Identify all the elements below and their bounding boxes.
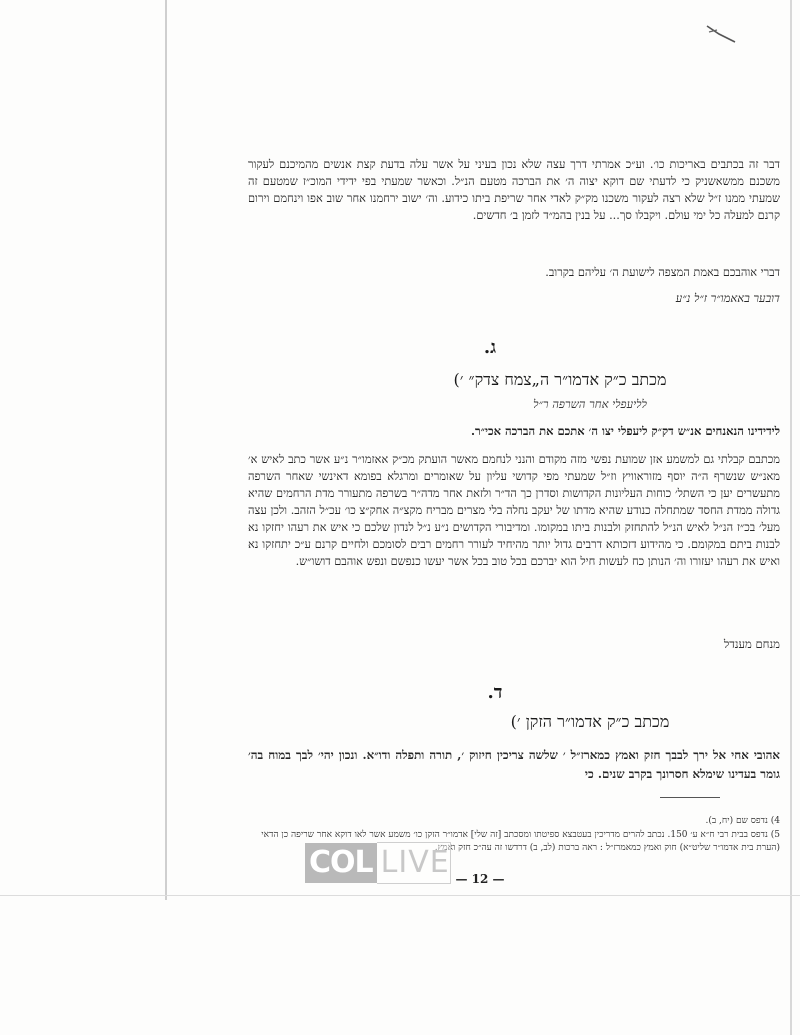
signature-dovber: דובער באאמו״ר ז״ל נ״ע [675,291,780,305]
watermark-col: COL [305,843,377,883]
section-letter-d: ד. [487,682,503,703]
letter-salutation: לידידינו הנאנחים אנ״ש דק״ק ליעפלי יצו ה׳ אתכם את הברכה אכי״ר. [470,424,780,438]
pen-stroke-mark [705,22,737,44]
page-number: — 12 — [455,872,505,886]
page-edge-bottom [0,895,800,896]
footnote-rule [660,797,720,798]
letter-closing-1: דברי אוהבכם באמת המצפה לישועת ה׳ עליהם בקרוב. [545,266,780,279]
watermark-live: LIVE [377,842,451,884]
letter-paragraph-2: מכתבם קבלתי גם למשמע אזן שמועת נפשי מזה מקודם והנני לנחמם מאשר הועתק מכ״ק אאזמו״ר נ״ע אשר כתב לאיש א׳ מאנ״ש שנשרף ה״ה יוסף מזוראוויץ וז״ל שמעתי מפי קדושי עליון על שאומרים ומרגלא בפומא דאינשי שאחר השרפה מתעשרים יען כי השתל׳ כוחות העליונות הקדושות וסדרן כך הד״ר ולזאת אחר מדה״ר בשרפה מתעורר מדת הרחמים שהיא גדולה ממדת החסד שמתחלה כנודע שהיא מדתו של יעקב נחלה בלי מצרים מבריח מקצ״ה אחק״צ כו׳ עכ״ל הזהב. ולכן עצה מעל׳ בכ״ז הנ״ל לאיש הנ״ל להתחזק ולבנות ביתו במקומו. ומדיבורי הקדושים נ״ע נ״ל לנדון שלכם כי איש את רעהו יחזקו נא לבנות ביתם במקומם. כי מהידוע דזכותא דרבים גדול יותר מהיחיד לעורר רחמים רבים לסומכם ולחיים קרנם ע״כ יתחזקו נא ואיש את רעהו יעזורו וה׳ הנותן כח לעשות חיל הוא יברכם בכל טוב בכל אשר יעשו כנפשם ונפש אוהבם דושו״ש. [248,453,780,568]
section-title-tzemach-tzedek: מכתב כ״ק אדמו״ר ה„צמח צדק״ ׳) [453,370,667,389]
page-edge-left [165,0,167,900]
signature-menachem-mendel: מנחם מענדל [723,637,780,651]
letter-paragraph-1: דבר זה בכתבים באריכות כו׳. וע״כ אמרתי דרך עצה שלא נכון בעיני על אשר עלה בדעת קצת אנשים מהמיכנם לעקור משכנם ממשאשניק כי לדעתי שם דוקא יצוה ה׳ את הברכה מטעם הנ״ל. וכאשר שמעתי בפי ידידי המוכ״ז שמטעם זה שמעתי ממנו ז״ל שלא רצה לעקור משכנו מק״ק לאדי אחר שריפת ביתו כידוע. וה׳ ישוב ירחמנו אחר שוב אפו וינחמם וירום קרנם למעלה כל ימי עולם. ויקבלו סך... על בנין בהמ״ד לזמן ב׳ חדשים. [248,158,780,222]
letter-paragraph-3: אהובי אחי אל ירך לבבך חזק ואמץ כמארז״ל ׳ שלשה צריכין חיזוק ׳, תורה ותפלה ודו״א. ונכון יהי׳ לבך במוח בה׳ גומר בעדינו שימלא חסרונך בקרב שנים. כי [248,748,780,781]
section-title-alter-rebbe: מכתב כ״ק אדמו״ר הזקן ׳) [510,712,670,731]
section-subtitle: לליעפלי אחר השרפה ר״ל [533,397,647,411]
section-letter-g: ג. [483,337,497,358]
footnote-5: 5) נדפס בבית רבי ח״א ע׳ 150. נכתב להרים מדריכין בעטבצא ספיטתו ומסכתב [זה שלי] אדמו״ר הזקן כו׳ משמע אשר לאו דוקא אחר שריפה כן הדאי (הערת בית אדמו״ר שליט״א) חוק ואמץ כמאמרז״ל : ראה ברכות (לב, ב) דרדשו זה עה״כ חזק ואמץ. [261,830,780,853]
page-edge-right [790,0,792,1035]
footnote-4: 4) נדפס שם (יח, ב). [705,816,780,826]
